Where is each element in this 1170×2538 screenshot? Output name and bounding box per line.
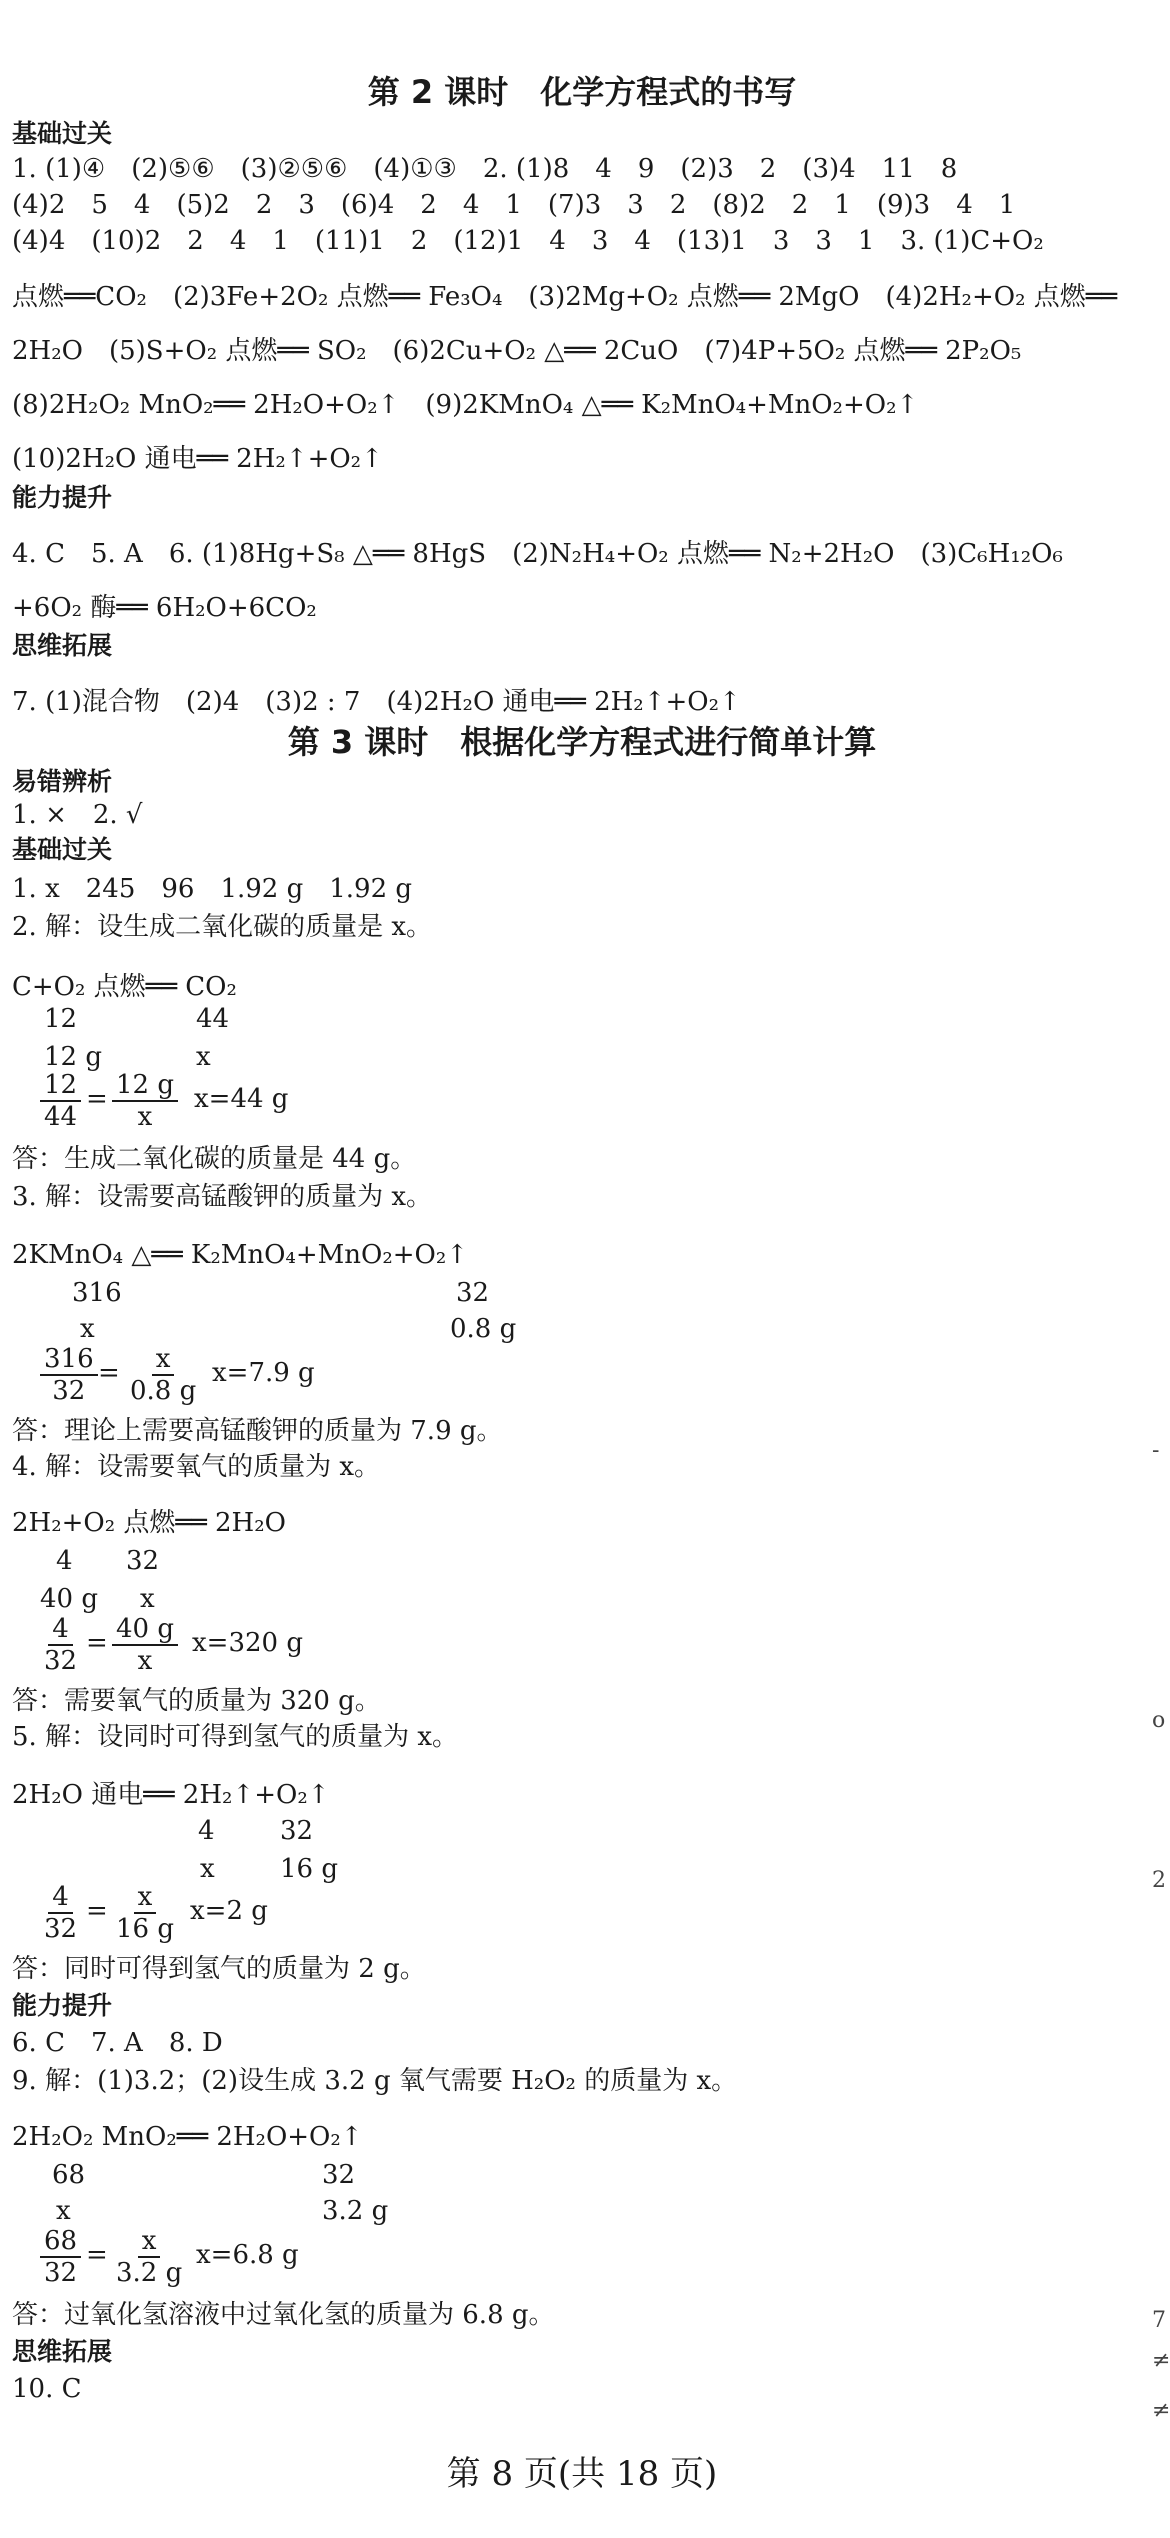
q4-answer: 答：需要氧气的质量为 320 g。 (12, 1686, 381, 1716)
q5-value: x (200, 1854, 215, 1884)
section2-line: 2H₂O (5)S+O₂ 点燃══ SO₂ (6)2Cu+O₂ △══ 2CuO (7)4P+5O₂ 点燃══ 2P₂O₅ (12, 336, 1022, 366)
section2-heading-ability: 能力提升 (12, 483, 113, 512)
section2-expand-line: 7. (1)混合物 (2)4 (3)2 : 7 (4)2H₂O 通电══ 2H₂↑+O₂↑ (12, 687, 741, 717)
q3-stem: 3. 解：设需要高锰酸钾的质量为 x。 (12, 1182, 432, 1212)
q2-answer: 答：生成二氧化碳的质量是 44 g。 (12, 1144, 417, 1174)
q9-result: x=6.8 g (196, 2240, 299, 2270)
q2-fraction: $\frac{12}{44}$ (40, 1070, 81, 1132)
q4-value: x (140, 1584, 155, 1614)
q2-equation: C+O₂ 点燃══ CO₂ (12, 972, 237, 1002)
q9-value: 3.2 g (322, 2196, 389, 2226)
section3-title: 第 3 课时 根据化学方程式进行简单计算 (287, 723, 877, 761)
section3-expand-line: 10. C (12, 2374, 82, 2404)
q9-stem: 9. 解：(1)3.2；(2)设生成 3.2 g 氧气需要 H₂O₂ 的质量为 x。 (12, 2066, 738, 2096)
section2-title: 第 2 课时 化学方程式的书写 (367, 73, 797, 111)
q3-fraction: $\frac{x}{0.8 g}$ (130, 1344, 197, 1406)
section3-heading-expand: 思维拓展 (12, 2337, 113, 2366)
edge-mark: ≠ (1152, 2348, 1170, 2373)
q5-fraction: $\frac{4}{32}$ (44, 1882, 78, 1944)
section3-heading-basic: 基础过关 (12, 835, 113, 864)
page-number: 第 8 页(共 18 页) (446, 2454, 718, 2494)
q2-ratio: 12 (44, 1004, 78, 1034)
edge-mark: 7 (1152, 2308, 1166, 2333)
section2-ability-line: 4. C 5. A 6. (1)8Hg+S₈ △══ 8HgS (2)N₂H₄+O₂ 点燃══ N₂+2H₂O (3)C₆H₁₂O₆ (12, 539, 1063, 569)
section2-heading-basic: 基础过关 (12, 119, 113, 148)
equals-sign: = (86, 2240, 108, 2270)
q9-value: x (56, 2196, 71, 2226)
q3-ratio: 32 (456, 1278, 490, 1308)
q3-fraction: $\frac{316}{32}$ (40, 1344, 98, 1406)
q5-ratio: 4 (198, 1816, 215, 1846)
q1-line: 1. x 245 96 1.92 g 1.92 g (12, 874, 413, 904)
q9-fraction: $\frac{68}{32}$ (40, 2226, 81, 2288)
q5-fraction: $\frac{x}{16 g}$ (116, 1882, 174, 1944)
q9-answer: 答：过氧化氢溶液中过氧化氢的质量为 6.8 g。 (12, 2300, 555, 2330)
q2-result: x=44 g (194, 1084, 289, 1114)
equals-sign: = (86, 1896, 108, 1926)
section3-error-line: 1. × 2. √ (12, 800, 143, 830)
q5-value: 16 g (280, 1854, 338, 1884)
edge-mark: ≠ (1152, 2398, 1170, 2423)
section2-heading-expand: 思维拓展 (12, 631, 113, 660)
q2-stem: 2. 解：设生成二氧化碳的质量是 x。 (12, 912, 432, 942)
q5-equation: 2H₂O 通电══ 2H₂↑+O₂↑ (12, 1780, 330, 1810)
equals-sign: = (86, 1628, 108, 1658)
q4-result: x=320 g (192, 1628, 303, 1658)
q5-answer: 答：同时可得到氢气的质量为 2 g。 (12, 1954, 426, 1984)
q2-fraction: $\frac{12 g}{x}$ (112, 1070, 178, 1132)
q9-ratio: 32 (322, 2160, 356, 2190)
q3-ratio: 316 (72, 1278, 122, 1308)
q2-value: 12 g (44, 1042, 102, 1072)
q5-stem: 5. 解：设同时可得到氢气的质量为 x。 (12, 1722, 458, 1752)
section2-line: (4)4 (10)2 2 4 1 (11)1 2 (12)1 4 3 4 (13)1 3 3 1 3. (1)C+O₂ (12, 226, 1044, 256)
q2-value: x (196, 1042, 211, 1072)
q4-equation: 2H₂+O₂ 点燃══ 2H₂O (12, 1508, 286, 1538)
section2-line: (10)2H₂O 通电══ 2H₂↑+O₂↑ (12, 444, 383, 474)
q4-stem: 4. 解：设需要氧气的质量为 x。 (12, 1452, 380, 1482)
q9-fraction: $\frac{x}{3.2 g}$ (116, 2226, 183, 2288)
edge-mark: 2 (1152, 1868, 1166, 1893)
q2-ratio: 44 (196, 1004, 230, 1034)
section2-line: 点燃══CO₂ (2)3Fe+2O₂ 点燃══ Fe₃O₄ (3)2Mg+O₂ 点燃══ 2MgO (4)2H₂+O₂ 点燃══ (12, 282, 1118, 312)
section2-line: (8)2H₂O₂ MnO₂══ 2H₂O+O₂↑ (9)2KMnO₄ △══ K₂MnO₄+MnO₂+O₂↑ (12, 390, 919, 420)
edge-mark: - (1152, 1438, 1160, 1463)
q4-value: 40 g (40, 1584, 98, 1614)
section2-line: (4)2 5 4 (5)2 2 3 (6)4 2 4 1 (7)3 3 2 (8)2 2 1 (9)3 4 1 (12, 190, 1016, 220)
q3-equation: 2KMnO₄ △══ K₂MnO₄+MnO₂+O₂↑ (12, 1240, 469, 1270)
section3-ability-line: 6. C 7. A 8. D (12, 2028, 223, 2058)
section3-heading-ability: 能力提升 (12, 1991, 113, 2020)
q3-answer: 答：理论上需要高锰酸钾的质量为 7.9 g。 (12, 1416, 503, 1446)
q4-fraction: $\frac{4}{32}$ (44, 1614, 78, 1676)
q4-ratio: 4 (56, 1546, 73, 1576)
edge-mark: o (1152, 1708, 1166, 1733)
adjacent-page-edge (1150, 0, 1170, 2538)
section2-line: 1. (1)④ (2)⑤⑥ (3)②⑤⑥ (4)①③ 2. (1)8 4 9 (2)3 2 (3)4 11 8 (12, 154, 958, 184)
q3-result: x=7.9 g (212, 1358, 315, 1388)
q4-ratio: 32 (126, 1546, 160, 1576)
q5-result: x=2 g (190, 1896, 268, 1926)
q3-value: 0.8 g (450, 1314, 517, 1344)
q9-ratio: 68 (52, 2160, 86, 2190)
q4-fraction: $\frac{40 g}{x}$ (112, 1614, 178, 1676)
q5-ratio: 32 (280, 1816, 314, 1846)
q9-equation: 2H₂O₂ MnO₂══ 2H₂O+O₂↑ (12, 2122, 363, 2152)
equals-sign: = (98, 1358, 120, 1388)
section3-heading-error: 易错辨析 (12, 767, 113, 796)
section2-ability-line: +6O₂ 酶══ 6H₂O+6CO₂ (12, 593, 317, 623)
equals-sign: = (86, 1084, 108, 1114)
q3-value: x (80, 1314, 95, 1344)
